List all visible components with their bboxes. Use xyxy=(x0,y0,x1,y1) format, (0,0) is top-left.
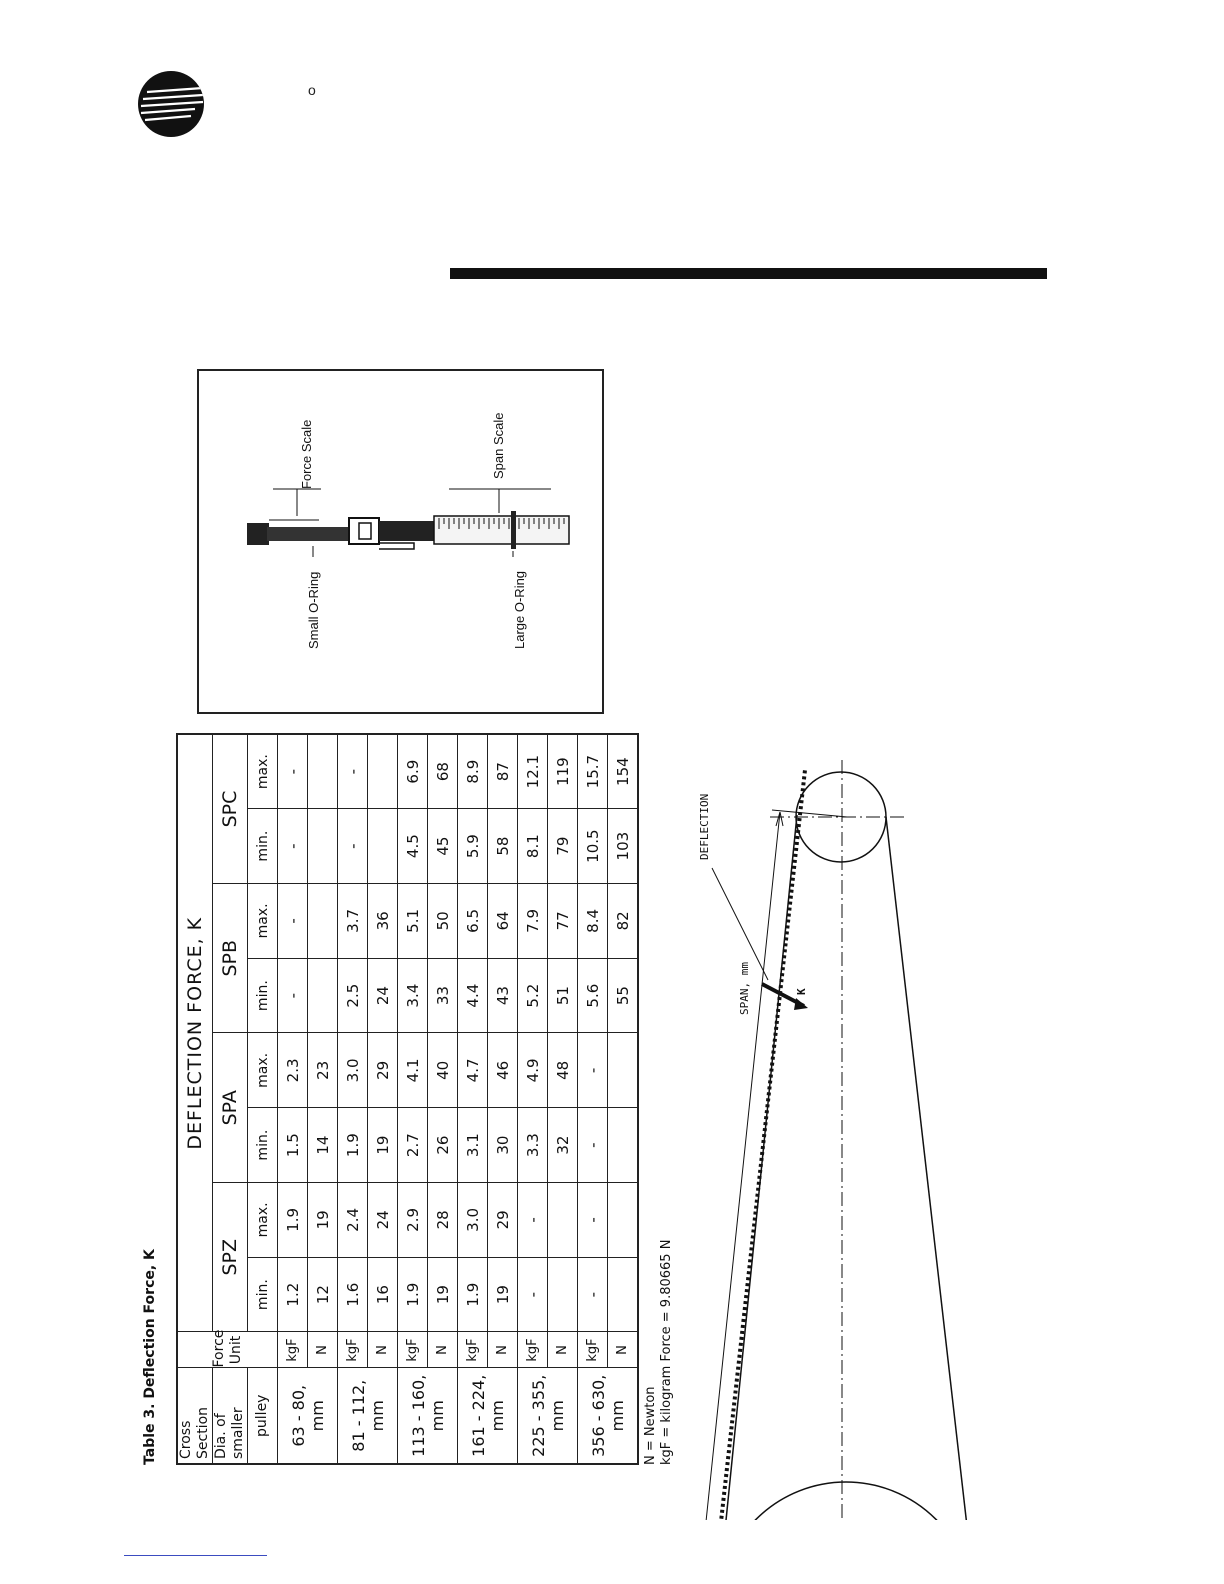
force-value-cell: 8.9 xyxy=(458,734,488,809)
deflection-force-table-block xyxy=(140,733,675,1465)
force-unit-cell: N xyxy=(548,1332,578,1368)
table-caption: Table 3. Deflection Force, K xyxy=(142,1249,158,1465)
force-value-cell: 4.9 xyxy=(518,1033,548,1108)
max-header: max. xyxy=(248,884,278,959)
deflection-force-header: DEFLECTION FORCE, K xyxy=(177,734,213,1332)
force-value-cell: 10.5 xyxy=(578,809,608,884)
force-unit-cell: kgF xyxy=(398,1332,428,1368)
force-value-cell: 4.4 xyxy=(458,958,488,1033)
min-header: min. xyxy=(248,958,278,1033)
force-value-cell: 58 xyxy=(488,809,518,884)
force-value-cell: 2.3 xyxy=(278,1033,308,1108)
force-value-cell: - xyxy=(338,734,368,809)
pulley-diameter-cell: 113 - 160, mm xyxy=(398,1368,458,1464)
force-scale-label: Force Scale xyxy=(299,419,314,489)
force-value-cell: - xyxy=(278,884,308,959)
table-row xyxy=(458,734,488,1464)
force-value-cell xyxy=(308,734,338,809)
force-value-cell xyxy=(368,734,398,809)
force-value-cell: 26 xyxy=(428,1108,458,1183)
section-spa: SPA xyxy=(213,1033,248,1183)
section-spz: SPZ xyxy=(213,1183,248,1333)
force-value-cell: 46 xyxy=(488,1033,518,1108)
force-unit-cell: N xyxy=(308,1332,338,1368)
pulley-header: pulley xyxy=(248,1368,278,1464)
gauge-plunger-cap xyxy=(247,523,269,545)
gauge-plunger xyxy=(267,527,349,541)
force-unit-header xyxy=(177,1329,278,1368)
force-value-cell: 3.0 xyxy=(338,1033,368,1108)
force-value-cell: 1.5 xyxy=(278,1108,308,1183)
force-value-cell xyxy=(548,1257,578,1332)
section-spb: SPB xyxy=(213,884,248,1034)
force-value-cell xyxy=(608,1033,639,1108)
unit-header: Unit xyxy=(227,1335,244,1365)
min-header: min. xyxy=(248,1257,278,1332)
force-value-cell xyxy=(308,809,338,884)
force-value-cell: - xyxy=(518,1183,548,1258)
force-value-cell: 1.2 xyxy=(278,1257,308,1332)
force-unit-cell: N xyxy=(488,1332,518,1368)
force-value-cell: 79 xyxy=(548,809,578,884)
section-spc: SPC xyxy=(213,734,248,884)
force-unit-cell: kgF xyxy=(578,1332,608,1368)
force-value-cell: 8.1 xyxy=(518,809,548,884)
force-value-cell: 24 xyxy=(368,958,398,1033)
force-value-cell: 5.1 xyxy=(398,884,428,959)
force-value-cell: 50 xyxy=(428,884,458,959)
force-value-cell: 4.1 xyxy=(398,1033,428,1108)
force-value-cell: - xyxy=(278,809,308,884)
force-value-cell: - xyxy=(578,1108,608,1183)
force-value-cell: 3.0 xyxy=(458,1183,488,1258)
force-value-cell: - xyxy=(578,1257,608,1332)
force-value-cell: 32 xyxy=(548,1108,578,1183)
force-value-cell xyxy=(368,809,398,884)
force-value-cell: 15.7 xyxy=(578,734,608,809)
span-label: SPAN, mm xyxy=(738,962,751,1015)
cross-section-header: Cross Section xyxy=(177,1368,213,1464)
note-newton: N = Newton xyxy=(643,1386,658,1465)
force-value-cell: 14 xyxy=(308,1108,338,1183)
force-value-cell: 1.9 xyxy=(458,1257,488,1332)
force-value-cell: - xyxy=(278,958,308,1033)
force-value-cell: 119 xyxy=(548,734,578,809)
force-value-cell: 30 xyxy=(488,1108,518,1183)
force-value-cell: - xyxy=(338,809,368,884)
force-value-cell xyxy=(308,958,338,1033)
force-value-cell: 4.5 xyxy=(398,809,428,884)
table-row xyxy=(308,734,338,1464)
force-value-cell: 82 xyxy=(608,884,639,959)
force-value-cell: 5.6 xyxy=(578,958,608,1033)
gauge-body xyxy=(379,521,434,541)
force-unit-cell: kgF xyxy=(518,1332,548,1368)
belt-slack-side xyxy=(886,817,972,1520)
pulley-diameter-cell: 63 - 80, mm xyxy=(278,1368,338,1464)
max-header: max. xyxy=(248,734,278,809)
table-row xyxy=(398,734,428,1464)
force-value-cell: 16 xyxy=(368,1257,398,1332)
force-header: Force xyxy=(210,1329,227,1368)
min-header: min. xyxy=(248,1108,278,1183)
table-row xyxy=(608,734,639,1464)
company-logo xyxy=(137,70,205,138)
force-value-cell: 1.6 xyxy=(338,1257,368,1332)
force-value-cell: 51 xyxy=(548,958,578,1033)
deflection-force-table xyxy=(176,733,639,1465)
force-value-cell: 64 xyxy=(488,884,518,959)
tension-gauge-drawing xyxy=(199,371,602,712)
force-value-cell: 19 xyxy=(488,1257,518,1332)
force-value-cell: 3.1 xyxy=(458,1108,488,1183)
force-value-cell: 29 xyxy=(488,1183,518,1258)
table-row xyxy=(488,734,518,1464)
force-value-cell: 2.4 xyxy=(338,1183,368,1258)
force-value-cell: 2.5 xyxy=(338,958,368,1033)
force-value-cell xyxy=(608,1257,639,1332)
pulley-diameter-cell: 161 - 224, mm xyxy=(458,1368,518,1464)
k-label: K xyxy=(795,988,808,995)
table-row xyxy=(548,734,578,1464)
force-value-cell: 19 xyxy=(308,1183,338,1258)
force-value-cell: 7.9 xyxy=(518,884,548,959)
force-value-cell: 19 xyxy=(368,1108,398,1183)
force-value-cell: 87 xyxy=(488,734,518,809)
force-value-cell: 12 xyxy=(308,1257,338,1332)
force-value-cell: - xyxy=(518,1257,548,1332)
force-value-cell: 77 xyxy=(548,884,578,959)
span-dimension-line xyxy=(702,812,780,1520)
force-value-cell: 1.9 xyxy=(338,1108,368,1183)
force-value-cell: 1.9 xyxy=(278,1183,308,1258)
force-value-cell: 45 xyxy=(428,809,458,884)
table-row xyxy=(368,734,398,1464)
force-unit-cell: N xyxy=(368,1332,398,1368)
force-value-cell: 8.4 xyxy=(578,884,608,959)
large-o-ring-label: Large O-Ring xyxy=(512,570,527,649)
force-value-cell xyxy=(608,1108,639,1183)
degree-mark: o xyxy=(308,82,316,98)
force-unit-cell: kgF xyxy=(458,1332,488,1368)
table-row xyxy=(578,734,608,1464)
heading-rule xyxy=(450,268,1047,279)
force-value-cell xyxy=(308,884,338,959)
large-o-ring xyxy=(511,511,516,549)
force-value-cell: 68 xyxy=(428,734,458,809)
force-value-cell: 4.7 xyxy=(458,1033,488,1108)
table-row xyxy=(278,734,308,1464)
force-value-cell: 29 xyxy=(368,1033,398,1108)
force-value-cell: 3.4 xyxy=(398,958,428,1033)
force-value-cell: 19 xyxy=(428,1257,458,1332)
pulley-diameter-cell: 225 - 355, mm xyxy=(518,1368,578,1464)
force-value-cell: 3.7 xyxy=(338,884,368,959)
force-value-cell xyxy=(548,1183,578,1258)
note-kgf: kgF = kilogram Force = 9.80665 N xyxy=(659,1239,674,1465)
force-value-cell: 40 xyxy=(428,1033,458,1108)
force-value-cell: 6.9 xyxy=(398,734,428,809)
span-scale-label: Span Scale xyxy=(491,412,506,479)
force-value-cell: 1.9 xyxy=(398,1257,428,1332)
min-header: min. xyxy=(248,809,278,884)
force-value-cell: 48 xyxy=(548,1033,578,1108)
tension-gauge-figure xyxy=(197,369,604,714)
force-unit-cell: N xyxy=(428,1332,458,1368)
force-value-cell: 36 xyxy=(368,884,398,959)
dia-header: Dia. of smaller xyxy=(213,1368,248,1464)
force-value-cell: 55 xyxy=(608,958,639,1033)
pulley-diameter-cell: 81 - 112, mm xyxy=(338,1368,398,1464)
table-row xyxy=(518,734,548,1464)
force-value-cell: 3.3 xyxy=(518,1108,548,1183)
force-value-cell: 23 xyxy=(308,1033,338,1108)
table-row xyxy=(428,734,458,1464)
force-value-cell: - xyxy=(578,1033,608,1108)
force-value-cell: - xyxy=(578,1183,608,1258)
force-value-cell: 33 xyxy=(428,958,458,1033)
deflection-label: DEFLECTION xyxy=(698,793,711,860)
belt-deflection-diagram xyxy=(640,740,1040,1520)
force-value-cell: - xyxy=(278,734,308,809)
max-header: max. xyxy=(248,1033,278,1108)
force-value-cell: 28 xyxy=(428,1183,458,1258)
force-value-cell: 154 xyxy=(608,734,639,809)
force-value-cell: 5.9 xyxy=(458,809,488,884)
force-value-cell: 2.9 xyxy=(398,1183,428,1258)
force-value-cell: 6.5 xyxy=(458,884,488,959)
max-header: max. xyxy=(248,1183,278,1258)
force-unit-cell: kgF xyxy=(338,1332,368,1368)
force-value-cell xyxy=(608,1183,639,1258)
large-pulley xyxy=(719,1482,973,1520)
force-value-cell: 5.2 xyxy=(518,958,548,1033)
force-value-cell: 103 xyxy=(608,809,639,884)
force-value-cell: 2.7 xyxy=(398,1108,428,1183)
table-row xyxy=(338,734,368,1464)
force-value-cell: 43 xyxy=(488,958,518,1033)
footer-link-underline xyxy=(124,1555,267,1556)
force-value-cell: 12.1 xyxy=(518,734,548,809)
force-value-cell: 24 xyxy=(368,1183,398,1258)
pulley-diameter-cell: 356 - 630, mm xyxy=(578,1368,639,1464)
force-unit-cell: N xyxy=(608,1332,639,1368)
small-o-ring-label: Small O-Ring xyxy=(306,571,321,649)
force-unit-cell: kgF xyxy=(278,1332,308,1368)
